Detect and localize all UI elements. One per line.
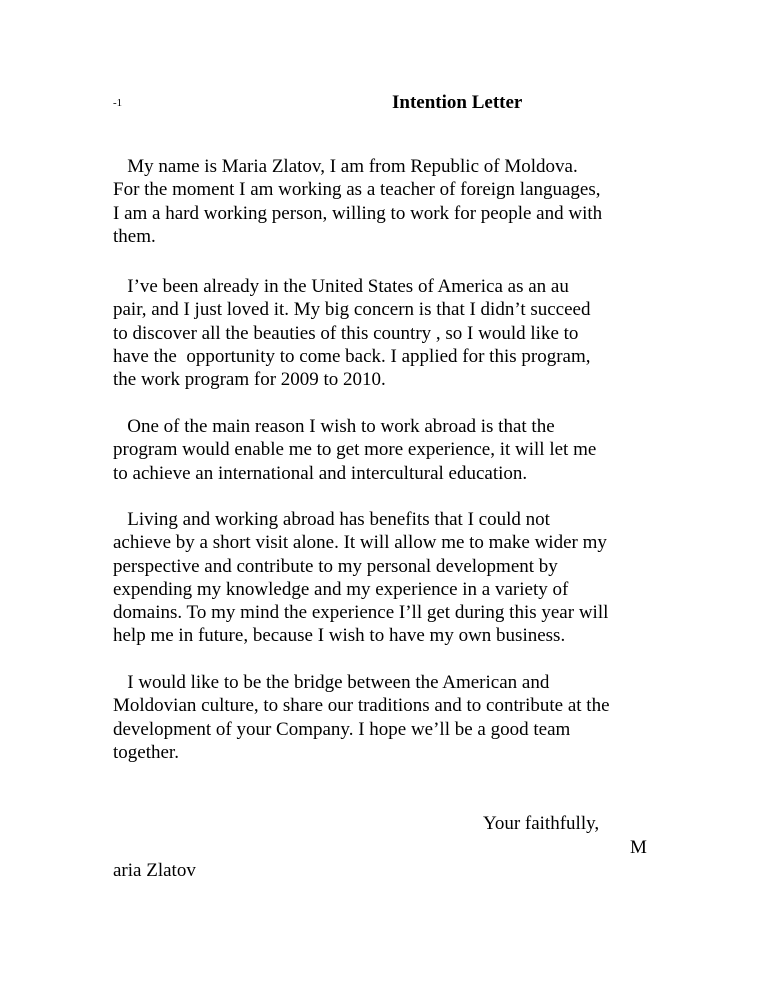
text-line: to achieve an international and intercultural education.	[113, 462, 528, 484]
signature-name: aria Zlatov	[113, 860, 196, 881]
text-line: I’ve been already in the United States of America as an au	[113, 276, 569, 297]
text-line: achieve by a short visit alone. It will allow me to make wider my	[113, 532, 607, 554]
paragraph-bridge	[113, 671, 658, 764]
text-line: the work program for 2009 to 2010.	[113, 369, 386, 391]
text-line: them.	[113, 225, 156, 247]
text-line: together.	[113, 741, 179, 763]
text-line: program would enable me to get more experience, it will let me	[113, 439, 597, 461]
signature-initial: M	[630, 837, 647, 858]
text-line: perspective and contribute to my personal development by	[113, 555, 558, 577]
text-line: development of your Company. I hope we’ll be a good team	[113, 718, 571, 740]
text-line: help me in future, because I wish to have my own business.	[113, 625, 566, 647]
text-line: expending my knowledge and my experience in a variety of	[113, 578, 569, 600]
page-marker: -1	[113, 97, 123, 109]
text-line: Moldovian culture, to share our traditions and to contribute at the	[113, 695, 610, 717]
text-line: For the moment I am working as a teacher of foreign languages,	[113, 179, 601, 201]
closing-salutation: Your faithfully,	[483, 813, 600, 834]
text-line: One of the main reason I wish to work abroad is that the	[113, 416, 555, 437]
text-line: domains. To my mind the experience I’ll get during this year will	[113, 602, 609, 624]
paragraph-benefits	[113, 508, 658, 648]
text-line: have the opportunity to come back. I applied for this program,	[113, 345, 591, 367]
paragraph-reason	[113, 415, 658, 485]
paragraph-experience	[113, 275, 658, 391]
text-line: to discover all the beauties of this country , so I would like to	[113, 322, 579, 344]
paragraph-introduction	[113, 155, 658, 248]
text-line: pair, and I just loved it. My big concern is that I didn’t succeed	[113, 299, 591, 321]
text-line: I am a hard working person, willing to work for people and with	[113, 202, 603, 224]
text-line: Living and working abroad has benefits that I could not	[113, 509, 550, 530]
letter-title: Intention Letter	[392, 92, 523, 113]
text-line: I would like to be the bridge between the American and	[113, 672, 550, 693]
text-line: My name is Maria Zlatov, I am from Republic of Moldova.	[113, 156, 578, 177]
